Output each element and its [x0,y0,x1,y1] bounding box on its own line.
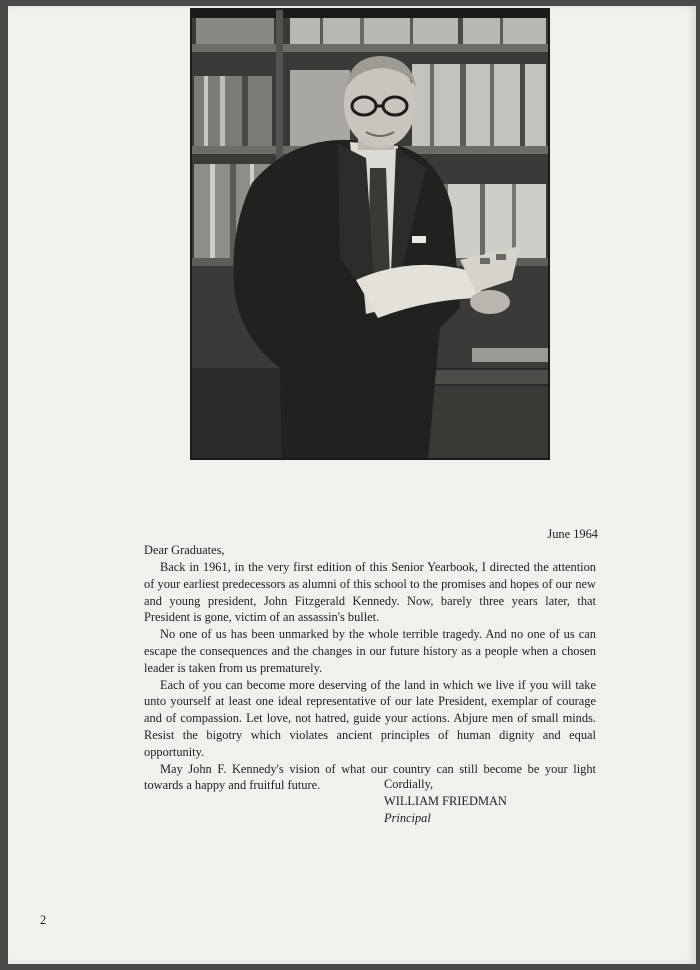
signer-title: Principal [384,810,431,825]
portrait-illustration [190,8,550,460]
letter-body [144,559,596,794]
letter-paragraph: May John F. Kennedy's vision of what our country can still become be your light towards a happy and fruitful future. [144,761,596,793]
signer-name: WILLIAM FRIEDMAN [384,793,507,808]
letter-signature-block [384,776,507,826]
yearbook-page [8,6,696,964]
letter-paragraph: Back in 1961, in the very first edition of this Senior Yearbook, I directed the attention of your earliest predecessors as alumni of this school to the promises and hopes of our new and young president, John Fitzgerald Kennedy. Now, barely three years later, that President is gone, victim of an assassin's bullet. [144,560,596,625]
letter-salutation: Dear Graduates, [144,543,225,557]
letter-date: June 1964 [547,527,598,541]
letter-closing: Cordially, [384,777,434,791]
page-number: 2 [40,913,47,927]
books-row-1 [196,18,546,44]
letter-paragraph: No one of us has been unmarked by the whole terrible tragedy. And no one of us can escape the consequences and the changes in our future history as a people when a chosen leader is taken from us prematurely. [144,627,596,675]
portrait-photo [190,8,550,460]
letter-paragraph: Each of you can become more deserving of the land in which we live if you will take unto yourself at least one ideal representative of our late President, exemplar of courage and of compassion. Let love, not hatred, guide your actions. Abjure men of small minds. Resist the bigotry which violates ancient principles of human dignity and equal opportunity. [144,677,596,759]
